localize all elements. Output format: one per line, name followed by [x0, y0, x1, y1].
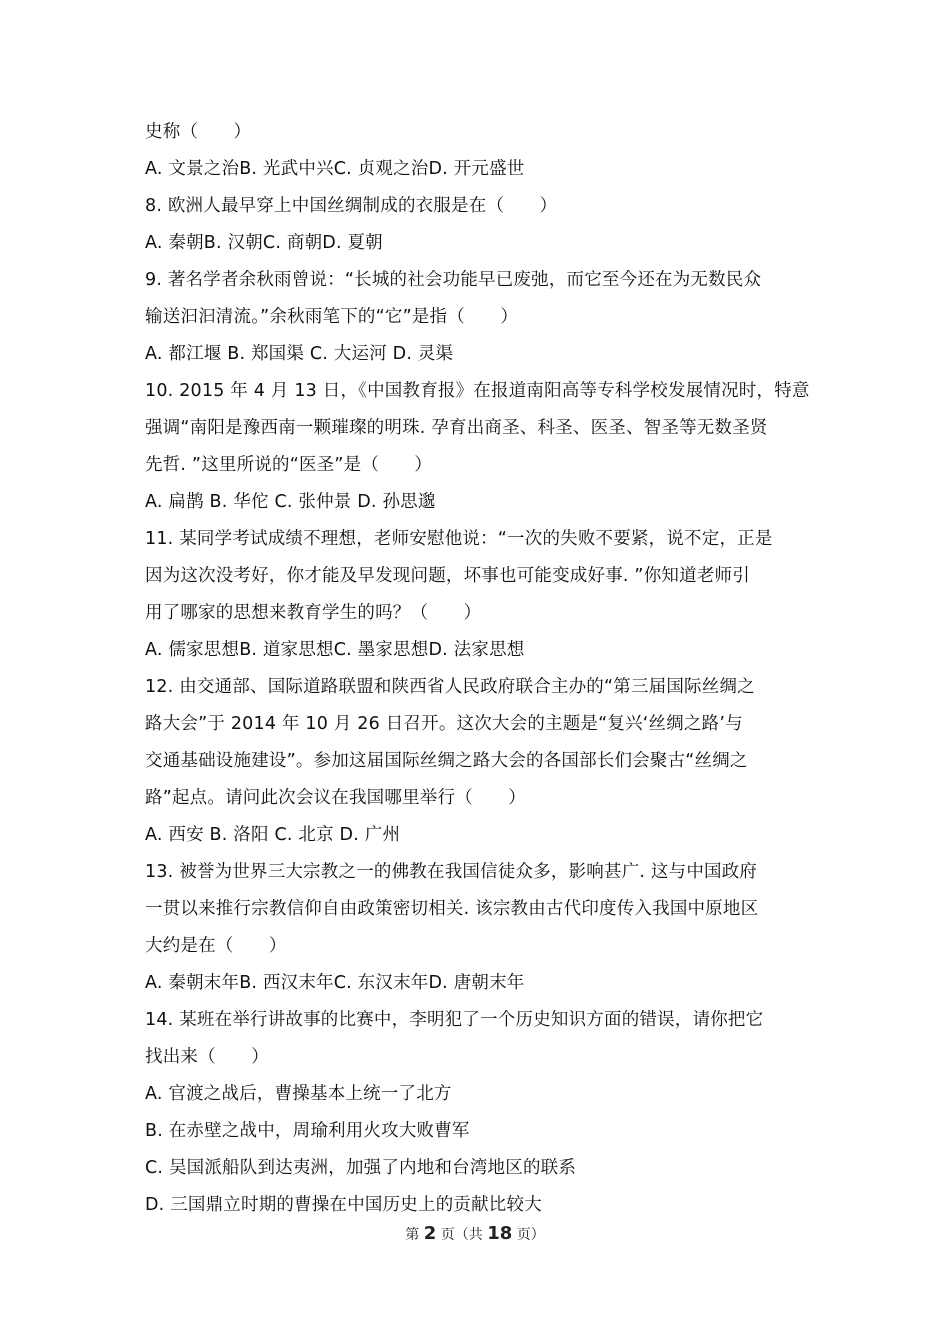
- question-14: 14. 某班在举行讲故事的比赛中，李明犯了一个历史知识方面的错误，请你把它: [145, 1010, 764, 1030]
- question-9: 9. 著名学者余秋雨曾说：“长城的社会功能早已废弛，而它至今还在为无数民众: [145, 270, 762, 290]
- page-footer: [0, 1223, 950, 1244]
- answer-option-c: C. 吴国派船队到达夷洲，加强了内地和台湾地区的联系: [145, 1158, 577, 1178]
- text-line: 找出来（ ）: [145, 1047, 269, 1067]
- question-text: [145, 114, 810, 1224]
- page-total: 18: [487, 1223, 513, 1244]
- question-10: 10. 2015 年 4 月 13 日，《中国教育报》在报道南阳高等专科学校发展情况时，特意: [145, 381, 810, 401]
- question-11: 11. 某同学考试成绩不理想，老师安慰他说：“一次的失败不要紧，说不定，正是: [145, 529, 773, 549]
- text-line: 大约是在（ ）: [145, 936, 287, 956]
- text-line: 交通基础设施建设”。参加这届国际丝绸之路大会的各国部长们会聚古“丝绸之: [145, 751, 748, 771]
- text-line: 一贯以来推行宗教信仰自由政策密切相关. 该宗教由古代印度传入我国中原地区: [145, 899, 759, 919]
- question-12: 12. 由交通部、国际道路联盟和陕西省人民政府联合主办的“第三届国际丝绸之: [145, 677, 755, 697]
- answer-options: A. 都江堰 B. 郑国渠 C. 大运河 D. 灵渠: [145, 344, 454, 364]
- answer-option-a: A. 官渡之战后，曹操基本上统一了北方: [145, 1084, 452, 1104]
- answer-options: A. 秦朝末年B. 西汉末年C. 东汉末年D. 唐朝末年: [145, 973, 525, 993]
- answer-options: A. 西安 B. 洛阳 C. 北京 D. 广州: [145, 825, 401, 845]
- page-number: 2: [423, 1223, 437, 1244]
- text-line: 输送汩汩清流。”余秋雨笔下的“它”是指（ ）: [145, 307, 519, 327]
- answer-option-d: D. 三国鼎立时期的曹操在中国历史上的贡献比较大: [145, 1195, 542, 1215]
- answer-options: A. 儒家思想B. 道家思想C. 墨家思想D. 法家思想: [145, 640, 525, 660]
- text-line: 用了哪家的思想来教育学生的吗？（ ）: [145, 603, 482, 623]
- answer-options: A. 文景之治B. 光武中兴C. 贞观之治D. 开元盛世: [145, 159, 525, 179]
- question-8: 8. 欧洲人最早穿上中国丝绸制成的衣服是在（ ）: [145, 196, 558, 216]
- answer-options: A. 扁鹊 B. 华佗 C. 张仲景 D. 孙思邈: [145, 492, 436, 512]
- text-line: 因为这次没考好，你才能及早发现问题，坏事也可能变成好事. ”你知道老师引: [145, 566, 750, 586]
- question-13: 13. 被誉为世界三大宗教之一的佛教在我国信徒众多，影响甚广. 这与中国政府: [145, 862, 758, 882]
- answer-options: A. 秦朝B. 汉朝C. 商朝D. 夏朝: [145, 233, 383, 253]
- text-line: 史称（ ）: [145, 122, 252, 142]
- text-line: 路大会”于 2014 年 10 月 26 日召开。这次大会的主题是“复兴‘丝绸之路’与: [145, 714, 743, 734]
- answer-option-b: B. 在赤壁之战中，周瑜利用火攻大败曹军: [145, 1121, 470, 1141]
- text-line: 路”起点。请问此次会议在我国哪里举行（ ）: [145, 788, 526, 808]
- footer-prefix: 第: [405, 1227, 420, 1243]
- footer-middle: 页（共: [440, 1227, 483, 1243]
- text-line: 强调“南阳是豫西南一颗璀璨的明珠. 孕育出商圣、科圣、医圣、智圣等无数圣贤: [145, 418, 768, 438]
- footer-suffix: 页）: [516, 1227, 545, 1243]
- text-line: 先哲. ”这里所说的“医圣”是（ ）: [145, 455, 433, 475]
